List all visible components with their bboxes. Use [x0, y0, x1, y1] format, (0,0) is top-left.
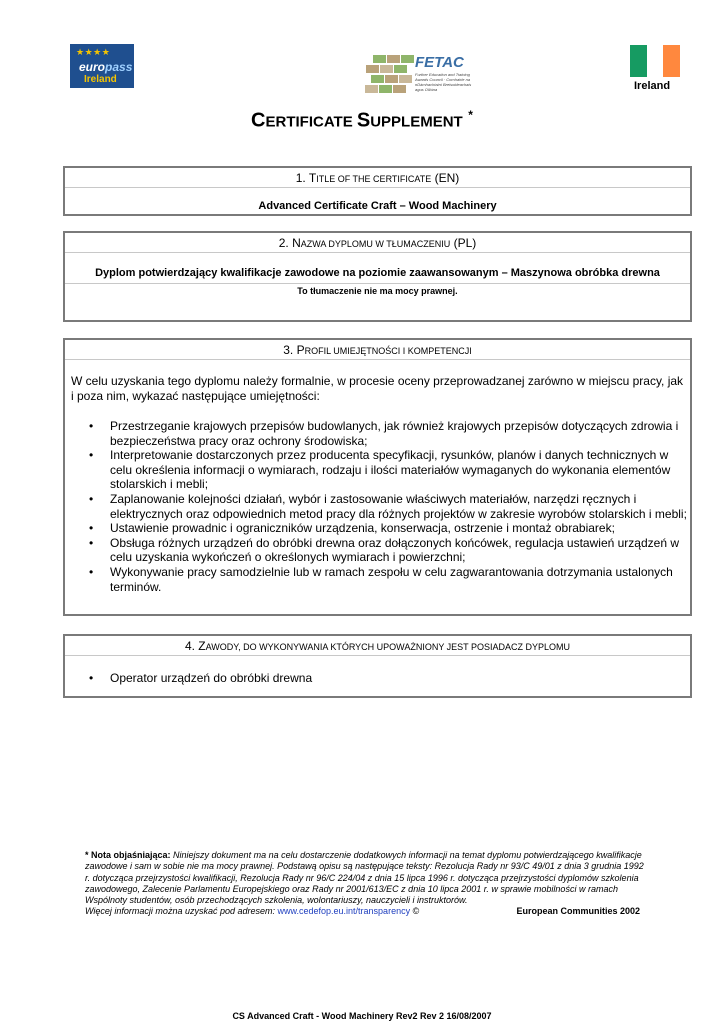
note-more: Więcej informacji można uzyskać pod adresem:: [85, 906, 278, 917]
section-heading: 4. ZAWODY, DO WYKONYWANIA KTÓRYCH UPOWAŻNIONY JEST POSIADACZ DYPLOMU: [65, 636, 690, 656]
europass-wordmark: europass: [79, 60, 133, 74]
skills-list: [65, 419, 690, 594]
copyright-mark: ©: [410, 906, 420, 917]
section-title-pl: [63, 231, 692, 322]
list-item: • Ustawienie prowadnic i ograniczników urządzenia, konserwacja, ostrzenie i montaż obrabiarek;: [65, 521, 690, 536]
section-occupations: [63, 634, 692, 698]
list-item: • Interpretowanie dostarczonych przez producenta specyfikacji, rysunków, planów i danych technicznych w celu określenia informacji o wymiarach, rodzaju i ilości materiałów wymaganych do wykonania elementów stolarskich i mebli;: [65, 448, 690, 492]
european-communities: European Communities 2002: [516, 906, 640, 917]
note-lead: * Nota objaśniająca:: [85, 850, 171, 860]
fetac-logo: [362, 52, 472, 100]
certificate-title-en: Advanced Certificate Craft – Wood Machinery: [258, 200, 497, 212]
section-heading: 1. TITLE OF THE CERTIFICATE (EN): [65, 168, 690, 188]
fetac-subtext: Further Education and Training Awards Council · Comhairle na nDámhachtainí Breisoideachais agus Oiliúna: [415, 72, 472, 92]
list-item: • Operator urządzeń do obróbki drewna: [65, 671, 690, 686]
flag-white: [647, 45, 664, 77]
fetac-wordmark: FETAC: [415, 54, 464, 71]
skills-intro: W celu uzyskania tego dyplomu należy formalnie, w procesie oceny przeprowadzanej zarówno w miejscu pracy, jak i poza nim, wykazać następujące umiejętności:: [71, 374, 684, 403]
translation-note: To tłumaczenie nie ma mocy prawnej.: [297, 286, 458, 296]
list-item: • Obsługa różnych urządzeń do obróbki drewna oraz dołączonych końcówek, regulacja ustawień urządzeń w celu uzyskania wykończeń o określonych wymiarach i powierzchni;: [65, 536, 690, 565]
country-label: Ireland: [634, 80, 671, 92]
page-footer: CS Advanced Craft - Wood Machinery Rev2 Rev 2 16/08/2007: [232, 1011, 492, 1021]
occupations-list: [65, 671, 690, 686]
section-skills-profile: [63, 338, 692, 616]
cedefop-link[interactable]: www.cedefop.eu.int/transparency: [277, 906, 411, 917]
section-heading: 2. NAZWA DYPLOMU W TŁUMACZENIU (PL): [65, 233, 690, 253]
section-title-en: [63, 166, 692, 216]
page-title: CERTIFICATE SUPPLEMENT *: [251, 108, 473, 132]
note-body: Niniejszy dokument ma na celu dostarczenie dodatkowych informacji na temat dyplomu potwierdzającego kwalifikacje zawodowe i sam w sobie nie ma mocy prawnej. Podstawą opisu są następujące teksty: Rezolucja Rady nr 93/C 49/01 z dnia 3 grudnia 1992 r. dotycząca przejrzystości kwalifikacji, Rezolucja Rady nr 96/C 224/04 z dnia 15 lipca 1996 r. dotycząca przejrzystości dyplomów szkolenia zawodowego, Zalecenie Parlamentu Europejskiego oraz Rady nr 2001/613/EC z dnia 10 lipca 2001 r. w sprawie mobilności w ramach Wspólnoty studentów, osób przechodzących szkolenia, wolontariuszy, nauczycieli i instruktorów.: [85, 850, 644, 906]
section-heading: 3. PROFIL UMIEJĘTNOŚCI I KOMPETENCJI: [65, 340, 690, 360]
flag-green: [630, 45, 647, 77]
list-item: • Zaplanowanie kolejności działań, wybór i zastosowanie właściwych materiałów, narzędzi ręcznych i elektrycznych oraz odpowiednich metod pracy dla różnych projektów w zakresie wyrobów stolarskich i mebli;: [65, 492, 690, 521]
eu-stars-icon: ★ ★ ★ ★: [76, 47, 109, 57]
certificate-title-pl: Dyplom potwierdzający kwalifikacje zawodowe na poziomie zaawansowanym – Maszynowa obróbka drewna: [65, 253, 690, 284]
flag-orange: [663, 45, 680, 77]
list-item: • Wykonywanie pracy samodzielnie lub w ramach zespołu w celu zagwarantowania dotrzymania ustalonych terminów.: [65, 565, 690, 594]
explanatory-note: [85, 850, 645, 918]
list-item: • Przestrzeganie krajowych przepisów budowlanych, jak również krajowych przepisów dotyczących zdrowia i bezpieczeństwa pracy oraz ochrony środowiska;: [65, 419, 690, 448]
irish-flag-icon: [630, 45, 680, 77]
europass-ireland-logo: [70, 44, 134, 88]
fetac-blocks-icon: [362, 52, 412, 98]
europass-country: Ireland: [84, 74, 117, 85]
